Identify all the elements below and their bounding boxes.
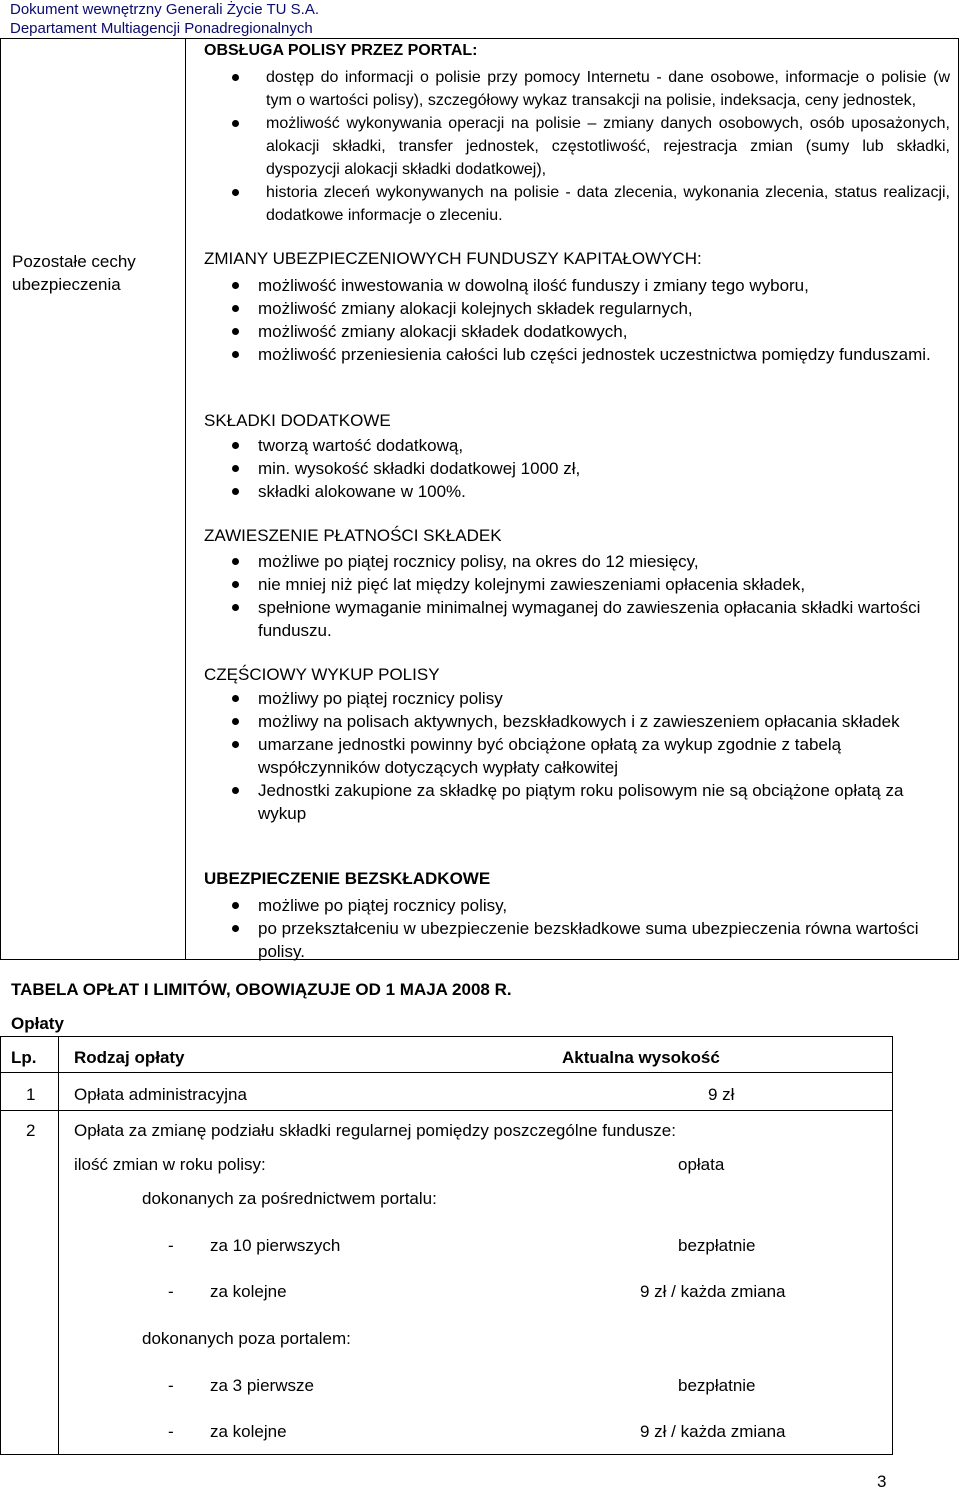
list-item: nie mniej niż pięć lat między kolejnymi zawieszeniami opłacenia składek, [186,573,956,596]
row2-portal-first-dash: - [168,1236,174,1255]
bullet-icon [232,465,239,472]
table-divider-lp [58,1036,59,1455]
bullet-icon [232,558,239,565]
row2-outside-next-value: 9 zł / każda zmiana [640,1422,786,1441]
bullet-icon [232,925,239,932]
fees-table [0,1036,960,1456]
list-item: możliwość wykonywania operacji na polisie – zmiany danych osobowych, osób uposażonych, alokacji składki, transfer jednostek, częstotliwość, rejestracja zmian (sumy lub składki, dyspozycji alokacji składki dodatkowej), [186,112,956,181]
row2-portal-next-dash: - [168,1282,174,1301]
portal-list [186,66,956,227]
bullet-icon [232,488,239,495]
bullet-icon [232,604,239,611]
row2-outside-first-label: za 3 pierwsze [210,1376,314,1395]
list-item: po przekształceniu w ubezpieczenie bezskładkowe suma ubezpieczenia równa wartości polisy. [186,917,956,963]
list-item: możliwość przeniesienia całości lub części jednostek uczestnictwa pomiędzy funduszami. [186,343,956,366]
bullet-icon [232,328,239,335]
list-item: historia zleceń wykonywanych na polisie - data zlecenia, wykonania zlecenia, status realizacji, dodatkowe informacje o zleceniu. [186,181,956,227]
table-border-row1 [0,1110,893,1111]
list-item: możliwość zmiany alokacji składek dodatkowych, [186,320,956,343]
table-border-left [0,1036,1,1455]
table-header-lp: Lp. [11,1048,37,1067]
list-item: możliwość inwestowania w dowolną ilość funduszy i zmiany tego wyboru, [186,274,956,297]
document-header [10,0,319,38]
table-header-amount: Aktualna wysokość [562,1048,720,1067]
bullet-icon [232,282,239,289]
features-content-cell [185,38,959,960]
list-item: Jednostki zakupione za składkę po piątym roku polisowym nie są obciążone opłatą za wykup [186,779,956,825]
list-item: min. wysokość składki dodatkowej 1000 zł, [186,457,956,480]
row2-outside-next-label: za kolejne [210,1422,287,1441]
table-border-right [892,1036,893,1455]
bullet-icon [232,305,239,312]
row2-portal-next-value: 9 zł / każda zmiana [640,1282,786,1301]
features-label-cell [0,38,186,960]
extra-contribution-heading: SKŁADKI DODATKOWE [204,411,391,430]
row1-type: Opłata administracyjna [74,1085,247,1104]
funds-list [186,274,956,366]
table-header-type: Rodzaj opłaty [74,1048,185,1067]
list-item: spełnione wymaganie minimalnej wymaganej do zawieszenia opłacania składki wartości funduszu. [186,596,956,642]
suspension-heading: ZAWIESZENIE PŁATNOŚCI SKŁADEK [204,526,502,545]
row2-sub-label: ilość zmian w roku polisy: [74,1155,266,1174]
row1-lp: 1 [26,1085,36,1104]
bullet-icon [232,351,239,358]
bullet-icon [232,120,239,127]
table-border-top [0,1036,893,1037]
row2-type: Opłata za zmianę podziału składki regularnej pomiędzy poszczególne fundusze: [74,1121,676,1140]
header-line-company: Dokument wewnętrzny Generali Życie TU S.A. [10,1,320,18]
bullet-icon [232,902,239,909]
withdrawal-list [186,687,956,825]
paidup-heading: UBEZPIECZENIE BEZSKŁADKOWE [204,869,491,888]
fees-table-title: TABELA OPŁAT I LIMITÓW, OBOWIĄZUJE OD 1 MAJA 2008 R. [11,980,512,999]
row2-outside-first-dash: - [168,1376,174,1395]
row2-outside-first-value: bezpłatnie [678,1376,756,1395]
bullet-icon [232,442,239,449]
portal-heading: OBSŁUGA POLISY PRZEZ PORTAL: [204,42,478,59]
table-border-bottom [0,1454,893,1455]
bullet-icon [232,581,239,588]
row2-sub-value: opłata [678,1155,725,1174]
list-item: tworzą wartość dodatkową, [186,434,956,457]
bullet-icon [232,718,239,725]
row2-portal-label: dokonanych za pośrednictwem portalu: [142,1189,437,1208]
extra-contribution-list [186,434,956,503]
list-item: umarzane jednostki powinny być obciążone opłatą za wykup zgodnie z tabelą współczynników dotyczących wypłaty całkowitej [186,733,956,779]
bullet-icon [232,695,239,702]
bullet-icon [232,74,239,81]
row2-portal-first-label: za 10 pierwszych [210,1236,341,1255]
row2-outside-label: dokonanych poza portalem: [142,1329,351,1348]
suspension-list [186,550,956,642]
list-item: możliwość zmiany alokacji kolejnych składek regularnych, [186,297,956,320]
paidup-list [186,894,956,963]
bullet-icon [232,189,239,196]
list-item: możliwe po piątej rocznicy polisy, [186,894,956,917]
page-number: 3 [877,1472,887,1491]
list-item: możliwe po piątej rocznicy polisy, na okres do 12 miesięcy, [186,550,956,573]
list-item: możliwy na polisach aktywnych, bezskładkowych i z zawieszeniem opłacania składek [186,710,956,733]
table-border-header [0,1072,893,1073]
list-item: dostęp do informacji o polisie przy pomocy Internetu - dane osobowe, informacje o polisie (w tym o wartości polisy), szczegółowy wykaz transakcji na polisie, indeksacja, ceny jednostek, [186,66,956,112]
list-item: składki alokowane w 100%. [186,480,956,503]
fees-subtitle: Opłaty [11,1014,64,1033]
features-section [0,38,960,960]
row1-amount: 9 zł [708,1085,735,1104]
bullet-icon [232,787,239,794]
list-item: możliwy po piątej rocznicy polisy [186,687,956,710]
bullet-icon [232,741,239,748]
features-label: Pozostałe cechy ubezpieczenia [12,252,136,294]
row2-outside-next-dash: - [168,1422,174,1441]
withdrawal-heading: CZĘŚCIOWY WYKUP POLISY [204,665,440,684]
row2-portal-first-value: bezpłatnie [678,1236,756,1255]
funds-heading: ZMIANY UBEZPIECZENIOWYCH FUNDUSZY KAPITAŁOWYCH: [204,249,702,268]
row2-lp: 2 [26,1121,36,1140]
row2-portal-next-label: za kolejne [210,1282,287,1301]
header-line-department: Departament Multiagencji Ponadregionalnych [10,20,313,37]
